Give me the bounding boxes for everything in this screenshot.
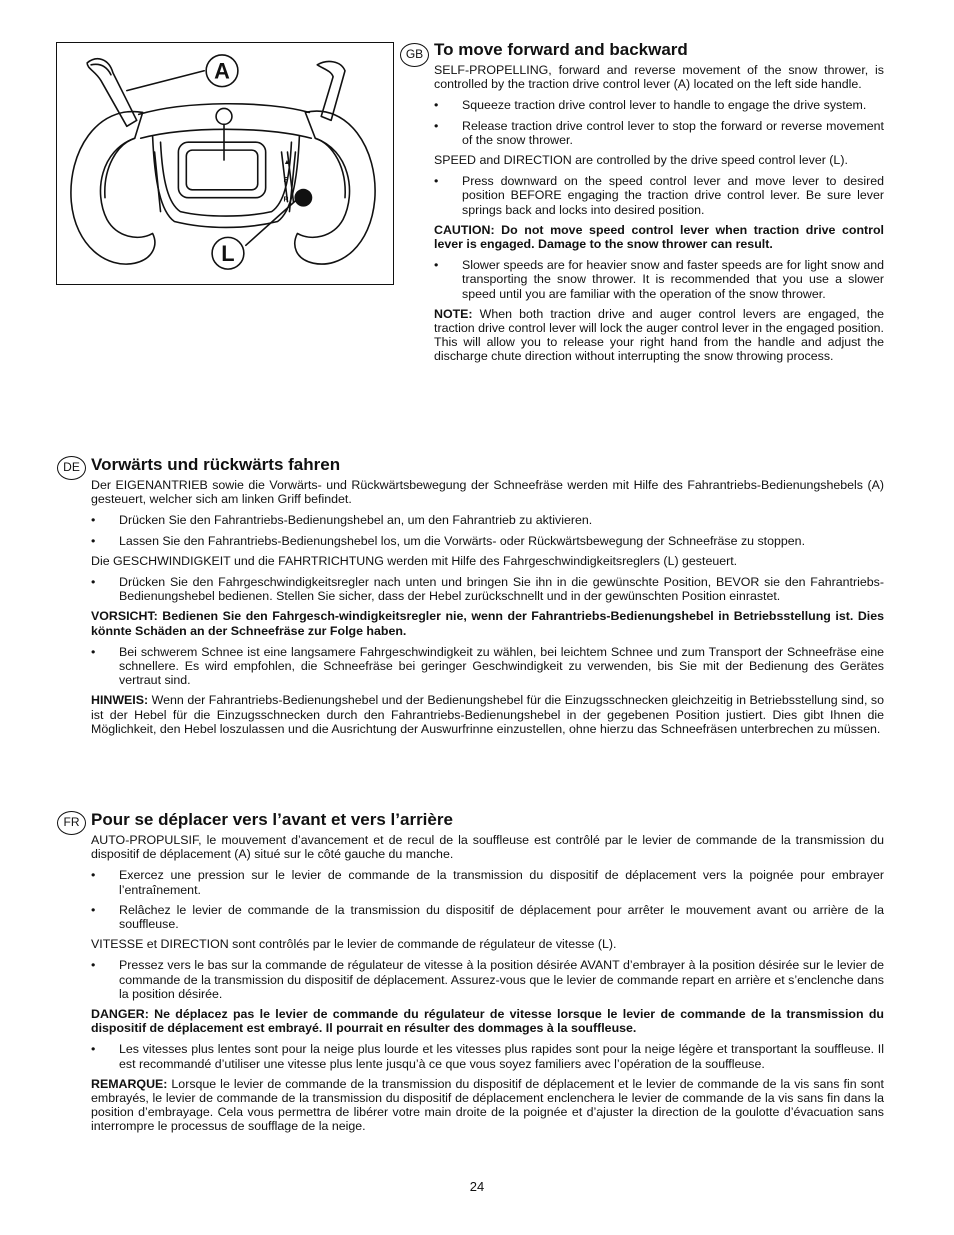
bullet-list [91,575,884,603]
lang-badge-de: DE [57,456,86,480]
speed-lever-knob [294,189,312,207]
section-title-de: Vorwärts und rückwärts fahren [91,455,341,474]
bullet-list [434,98,884,147]
handle-illustration [56,42,394,285]
paragraph: AUTO-PROPULSIF, le mouvement d’avancement et de recul de la souffleuse est contrôlé par le levier de commande de la transmission du dispositif de déplacement (A) situé sur le côté gauche du manche. [91,833,884,862]
list-item: • Les vitesses plus lentes sont pour la neige plus lourde et les vitesses plus rapides sont pour la neige légère et transportant la souffleuse. Il est recommandé d’utiliser une vitesse plus lente jusqu’à ce que vous soyez familiers avec l’opération de la souffleuse. [91,1042,884,1070]
section-title-gb: To move forward and backward [434,40,688,59]
lang-badge-gb: GB [400,43,429,67]
note-label: REMARQUE: [91,1076,168,1091]
bullet-list [434,174,884,217]
callout-l-label: L [221,241,235,267]
bullet-list [91,868,884,931]
note-text: Lorsque le levier de commande de la transmission du dispositif de déplacement et le levier de commande de la vis sans fin sont embrayés, le levier de commande de la transmission du dispositif de déplacement enclenchera le levier de commande de la vis sans fin dans la position d’embrayage. Cela vous permettra de libérer votre main droite de la poignée et d’ajuster la direction de la goulotte d’évacuation sans interrompre le processus de soufflage de la neige. [91,1076,884,1134]
bullet-list [91,1042,884,1070]
section-gb [434,40,884,371]
paragraph: SPEED and DIRECTION are controlled by the drive speed control lever (L). [434,153,848,168]
list-item: • Exercez une pression sur le levier de commande de la transmission du dispositif de déplacement vers la poignée pour embrayer l’entraînement. [91,868,884,896]
svg-text:▲: ▲ [283,158,291,166]
caution-text: VORSICHT: Bedienen Sie den Fahrgesch-windigkeitsregler nie, wenn der Fahrantriebs-Bedienungshebel in Betriebsstellung ist. Dies könnte Schäden an der Schneefräse zur Folge haben. [91,609,884,638]
callout-a-label: A [214,58,230,84]
section-fr [91,810,884,1141]
bullet-list [91,958,884,1001]
list-item: • Drücken Sie den Fahrantriebs-Bedienungshebel an, um den Fahrantrieb zu aktivieren. [91,513,884,527]
bullet-list [434,258,884,301]
snow-thrower-handle-drawing [57,43,393,284]
paragraph: VITESSE et DIRECTION sont contrôlés par le levier de commande de régulateur de vitesse (L). [91,937,617,952]
list-item: • Squeeze traction drive control lever to handle to engage the drive system. [434,98,884,112]
list-item: • Lassen Sie den Fahrantriebs-Bedienungshebel los, um die Vorwärts- oder Rückwärtsbewegung der Schneefräse zu stoppen. [91,534,884,548]
note-label: NOTE: [434,306,473,321]
bullet-list [91,513,884,547]
bullet-list [91,645,884,688]
list-item: • Press downward on the speed control lever and move lever to desired position BEFORE engaging the traction drive control lever. Be sure lever springs back and locks into desired position. [434,174,884,217]
note-paragraph [91,693,884,736]
section-title-fr: Pour se déplacer vers l’avant et vers l’arrière [91,810,453,829]
paragraph: Der EIGENANTRIEB sowie die Vorwärts- und Rückwärtsbewegung der Schneefräse werden mit Hilfe des Fahrantriebs-Bedienungshebels (A) gesteuert, welcher sich am linken Griff befindet. [91,478,884,507]
section-de [91,455,884,743]
lang-badge-fr: FR [57,811,86,835]
paragraph: Die GESCHWINDIGKEIT und die FAHRTRICHTUNG werden mit Hilfe des Fahrgeschwindigkeitsreglers (L) gesteuert. [91,553,738,568]
list-item: • Release traction drive control lever to stop the forward or reverse movement of the snow thrower. [434,119,884,147]
list-item: • Slower speeds are for heavier snow and faster speeds are for light snow and transporting the snow thrower. It is recommended that you use a slower speed until you are familiar with the operation of the snow thrower. [434,258,884,301]
lever-mark-f: F [283,176,288,184]
page-number: 24 [469,1179,485,1194]
list-item: • Relâchez le levier de commande de la transmission du dispositif de déplacement pour arrêter le mouvement avant ou arrière de la souffleuse. [91,903,884,931]
caution-text: CAUTION: Do not move speed control lever when traction drive control lever is engaged. Damage to the snow thrower can result. [434,222,884,252]
list-item: • Pressez vers le bas sur la commande de régulateur de vitesse à la position désirée AVANT d’embrayer à la position désirée sur le levier de commande de la transmission du dispositif de déplacement. Assurez-vous que le levier de commande repart en arrière et s’enclenche dans la position désirée. [91,958,884,1001]
note-text: When both traction drive and auger control levers are engaged, the traction drive control lever will lock the auger control lever in the engaged position. This will allow you to release your right hand from the handle and adjust the discharge chute direction without interrupting the snow throwing process. [434,306,884,364]
note-label: HINWEIS: [91,693,149,708]
note-paragraph [91,1077,884,1134]
list-item: • Bei schwerem Schnee ist eine langsamere Fahrgeschwindigkeit zu wählen, bei leichtem Schnee und zum Transport der Schneefräse eine schnellere. Es wird empfohlen, die Schneefräse bei geringer Geschwindigkeit zu verwenden, bis Sie mit der Bedienung des Gerätes vertraut sind. [91,645,884,688]
paragraph: SELF-PROPELLING, forward and reverse movement of the snow thrower, is controlled by the traction drive control lever (A) located on the left side handle. [434,63,884,92]
caution-text: DANGER: Ne déplacez pas le levier de commande du régulateur de vitesse lorsque le levier de commande de la transmission du dispositif de déplacement est embrayé. Il pourrait en résulter des dommages à la souffleuse. [91,1007,884,1036]
list-item: • Drücken Sie den Fahrgeschwindigkeitsregler nach unten und bringen Sie ihn in die gewünschte Position, BEVOR sie den Fahrantriebs-Bedienungshebel bedienen. Stellen Sie sicher, dass der Hebel zurückschnellt und in der gewünschten Position einrastet. [91,575,884,603]
note-text: Wenn der Fahrantriebs-Bedienungshebel und der Bedienungshebel für die Einzugsschnecken gleichzeitig in Betriebsstellung sind, so ist der Hebel für die Einzugsschnecken durch den Fahrantriebs-Bedienungshebel in der gegebenen Position justiert. Dies gibt Ihnen die Möglichkeit, den Hebel loszulassen und die Ausrichtung der Auswurfrinne einzustellen, ohne hierzu das Schneefräsen unterbrechen zu müssen. [91,693,884,736]
lever-mark-r: R [283,196,289,204]
note-paragraph [434,307,884,364]
